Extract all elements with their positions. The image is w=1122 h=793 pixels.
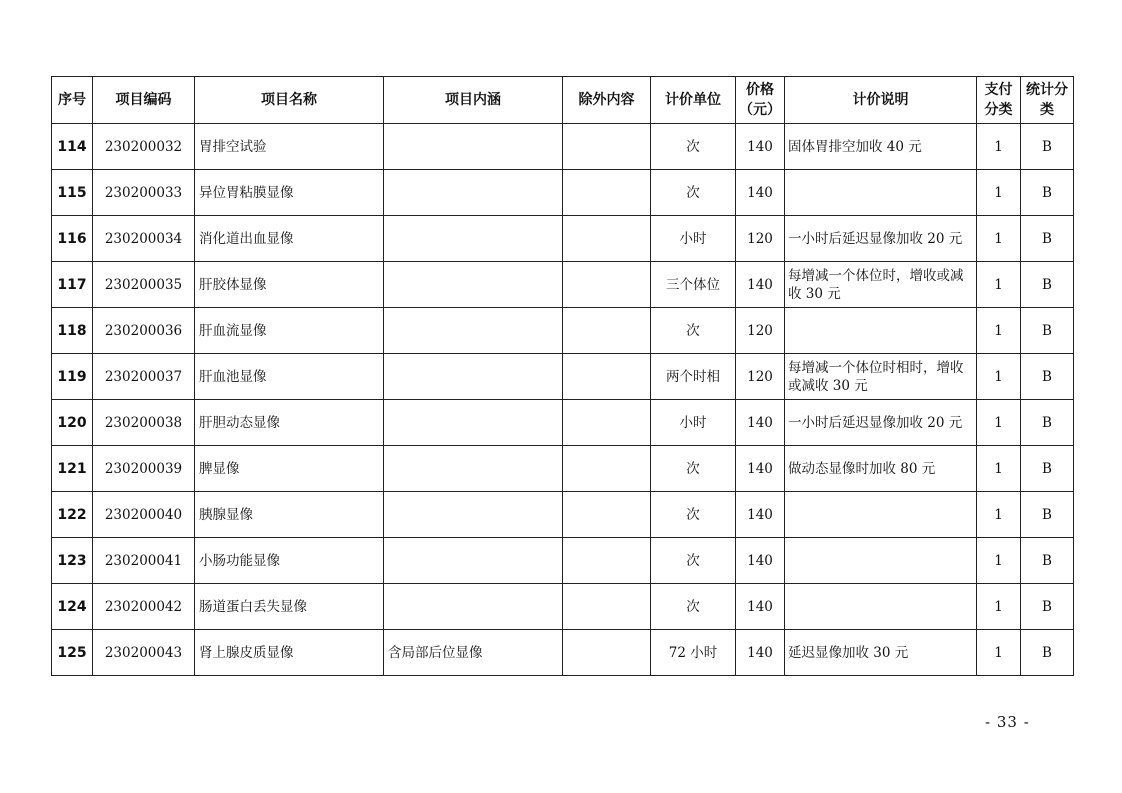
cell-pay-class: 1	[977, 170, 1021, 216]
cell-name: 脾显像	[195, 446, 384, 492]
cell-seq: 125	[52, 630, 93, 676]
cell-note	[785, 308, 977, 354]
cell-price: 140	[736, 124, 785, 170]
table-row	[52, 124, 1074, 170]
cell-note: 每增减一个体位时，增收或减收 30 元	[785, 262, 977, 308]
cell-code: 230200037	[93, 354, 195, 400]
cell-unit: 小时	[651, 216, 736, 262]
price-table	[51, 76, 1074, 676]
cell-pay-class: 1	[977, 538, 1021, 584]
header-stat-class: 统计分类	[1021, 77, 1074, 124]
cell-excluded	[563, 308, 651, 354]
cell-content	[384, 124, 563, 170]
cell-price: 140	[736, 584, 785, 630]
cell-excluded	[563, 170, 651, 216]
cell-stat-class: B	[1021, 400, 1074, 446]
cell-code: 230200043	[93, 630, 195, 676]
cell-note	[785, 584, 977, 630]
cell-name: 肝胆动态显像	[195, 400, 384, 446]
cell-note	[785, 492, 977, 538]
table-row	[52, 216, 1074, 262]
cell-price: 140	[736, 400, 785, 446]
cell-stat-class: B	[1021, 446, 1074, 492]
cell-excluded	[563, 400, 651, 446]
cell-stat-class: B	[1021, 492, 1074, 538]
cell-excluded	[563, 630, 651, 676]
cell-name: 肠道蛋白丢失显像	[195, 584, 384, 630]
table-row	[52, 308, 1074, 354]
cell-name: 小肠功能显像	[195, 538, 384, 584]
cell-content	[384, 400, 563, 446]
cell-code: 230200038	[93, 400, 195, 446]
cell-seq: 115	[52, 170, 93, 216]
table-row	[52, 492, 1074, 538]
table-row	[52, 630, 1074, 676]
cell-price: 140	[736, 630, 785, 676]
cell-pay-class: 1	[977, 262, 1021, 308]
cell-unit: 次	[651, 170, 736, 216]
cell-unit: 次	[651, 124, 736, 170]
cell-stat-class: B	[1021, 630, 1074, 676]
table-row	[52, 400, 1074, 446]
cell-excluded	[563, 492, 651, 538]
cell-excluded	[563, 262, 651, 308]
cell-name: 消化道出血显像	[195, 216, 384, 262]
cell-pay-class: 1	[977, 584, 1021, 630]
cell-name: 肾上腺皮质显像	[195, 630, 384, 676]
cell-code: 230200035	[93, 262, 195, 308]
cell-name: 胃排空试验	[195, 124, 384, 170]
price-table-container	[51, 76, 1073, 676]
header-unit: 计价单位	[651, 77, 736, 124]
cell-note: 一小时后延迟显像加收 20 元	[785, 216, 977, 262]
cell-excluded	[563, 216, 651, 262]
cell-name: 异位胃粘膜显像	[195, 170, 384, 216]
cell-stat-class: B	[1021, 124, 1074, 170]
table-row	[52, 354, 1074, 400]
cell-code: 230200032	[93, 124, 195, 170]
cell-stat-class: B	[1021, 216, 1074, 262]
cell-seq: 114	[52, 124, 93, 170]
cell-name: 胰腺显像	[195, 492, 384, 538]
cell-seq: 124	[52, 584, 93, 630]
cell-pay-class: 1	[977, 354, 1021, 400]
cell-content	[384, 308, 563, 354]
cell-pay-class: 1	[977, 308, 1021, 354]
cell-excluded	[563, 354, 651, 400]
cell-pay-class: 1	[977, 630, 1021, 676]
cell-content	[384, 170, 563, 216]
cell-pay-class: 1	[977, 492, 1021, 538]
cell-name: 肝血流显像	[195, 308, 384, 354]
header-name: 项目名称	[195, 77, 384, 124]
cell-note: 延迟显像加收 30 元	[785, 630, 977, 676]
cell-note: 做动态显像时加收 80 元	[785, 446, 977, 492]
cell-seq: 117	[52, 262, 93, 308]
table-row	[52, 584, 1074, 630]
cell-stat-class: B	[1021, 584, 1074, 630]
cell-price: 140	[736, 492, 785, 538]
cell-price: 120	[736, 308, 785, 354]
cell-excluded	[563, 584, 651, 630]
cell-unit: 三个体位	[651, 262, 736, 308]
cell-content	[384, 584, 563, 630]
table-row	[52, 262, 1074, 308]
cell-note: 一小时后延迟显像加收 20 元	[785, 400, 977, 446]
cell-note	[785, 538, 977, 584]
cell-content	[384, 446, 563, 492]
cell-seq: 118	[52, 308, 93, 354]
cell-name: 肝胶体显像	[195, 262, 384, 308]
cell-stat-class: B	[1021, 170, 1074, 216]
cell-code: 230200033	[93, 170, 195, 216]
cell-content	[384, 538, 563, 584]
cell-note	[785, 170, 977, 216]
cell-stat-class: B	[1021, 262, 1074, 308]
cell-stat-class: B	[1021, 538, 1074, 584]
cell-pay-class: 1	[977, 216, 1021, 262]
header-code: 项目编码	[93, 77, 195, 124]
cell-pay-class: 1	[977, 446, 1021, 492]
cell-seq: 121	[52, 446, 93, 492]
page-number: - 33 -	[985, 713, 1030, 731]
cell-note: 每增减一个体位时相时，增收或减收 30 元	[785, 354, 977, 400]
header-pay-class: 支付分类	[977, 77, 1021, 124]
header-content: 项目内涵	[384, 77, 563, 124]
cell-stat-class: B	[1021, 308, 1074, 354]
cell-unit: 次	[651, 538, 736, 584]
table-row	[52, 538, 1074, 584]
cell-content: 含局部后位显像	[384, 630, 563, 676]
cell-seq: 116	[52, 216, 93, 262]
cell-unit: 次	[651, 446, 736, 492]
header-excluded: 除外内容	[563, 77, 651, 124]
cell-unit: 次	[651, 584, 736, 630]
table-row	[52, 170, 1074, 216]
cell-note: 固体胃排空加收 40 元	[785, 124, 977, 170]
cell-unit: 72 小时	[651, 630, 736, 676]
cell-price: 120	[736, 216, 785, 262]
cell-price: 140	[736, 538, 785, 584]
cell-code: 230200040	[93, 492, 195, 538]
cell-price: 140	[736, 170, 785, 216]
cell-unit: 次	[651, 492, 736, 538]
header-note: 计价说明	[785, 77, 977, 124]
cell-seq: 123	[52, 538, 93, 584]
cell-pay-class: 1	[977, 124, 1021, 170]
cell-code: 230200036	[93, 308, 195, 354]
cell-unit: 两个时相	[651, 354, 736, 400]
cell-seq: 120	[52, 400, 93, 446]
cell-price: 120	[736, 354, 785, 400]
cell-unit: 小时	[651, 400, 736, 446]
cell-stat-class: B	[1021, 354, 1074, 400]
cell-excluded	[563, 446, 651, 492]
table-row	[52, 446, 1074, 492]
cell-unit: 次	[651, 308, 736, 354]
cell-content	[384, 262, 563, 308]
cell-seq: 122	[52, 492, 93, 538]
cell-code: 230200039	[93, 446, 195, 492]
table-header-row	[52, 77, 1074, 124]
cell-excluded	[563, 538, 651, 584]
cell-code: 230200042	[93, 584, 195, 630]
cell-price: 140	[736, 446, 785, 492]
cell-content	[384, 492, 563, 538]
header-seq: 序号	[52, 77, 93, 124]
cell-name: 肝血池显像	[195, 354, 384, 400]
cell-seq: 119	[52, 354, 93, 400]
cell-content	[384, 354, 563, 400]
cell-excluded	[563, 124, 651, 170]
cell-code: 230200034	[93, 216, 195, 262]
cell-content	[384, 216, 563, 262]
cell-code: 230200041	[93, 538, 195, 584]
cell-pay-class: 1	[977, 400, 1021, 446]
cell-price: 140	[736, 262, 785, 308]
header-price: 价格（元）	[736, 77, 785, 124]
